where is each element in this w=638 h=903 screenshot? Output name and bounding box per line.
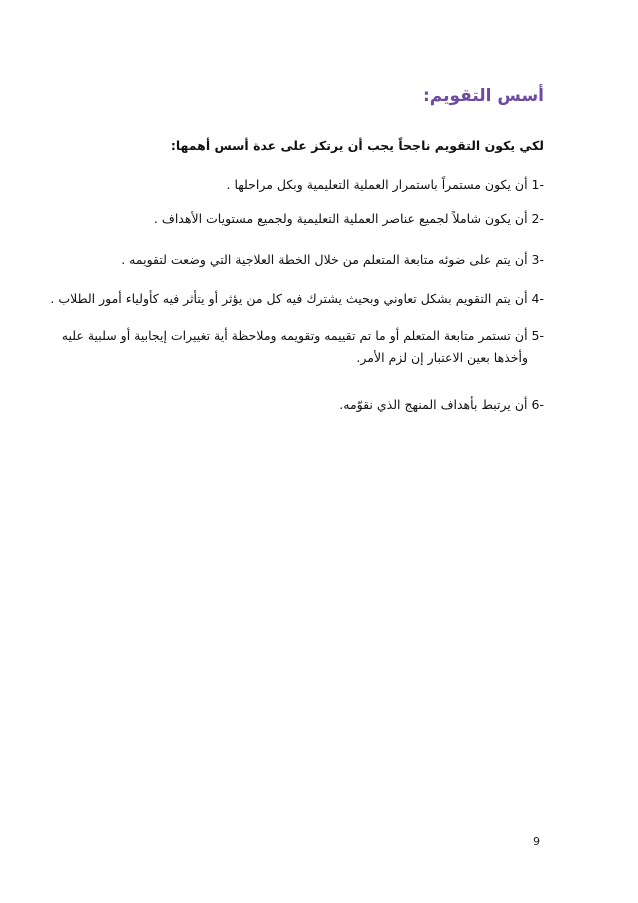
list-item [339,397,544,412]
list-item-text: أن يرتبط بأهداف المنهج الذي نقوّمه. [339,397,528,412]
list-item [154,211,544,226]
list-item-number: 3- [531,252,544,267]
list-item-text: أن يتم على ضوئه متابعة المتعلم من خلال الخطة العلاجية التي وضعت لتقويمه . [121,252,528,267]
list-item [227,177,545,192]
list-item-text: أن تستمر متابعة المتعلم أو ما تم تقييمه وتقويمه وملاحظة أية تغييرات إيجابية أو سلبية عليه [61,328,528,343]
list-item-continuation [356,350,528,365]
list-item-number: 2- [531,211,544,226]
page-number: 9 [533,835,540,848]
list-item-text: أن يتم التقويم بشكل تعاوني وبحيث يشترك فيه كل من يؤثر أو يتأثر فيه كأولياء أمور الطلاب . [50,291,528,306]
list-item [121,252,544,267]
list-item-text: أن يكون شاملاً لجميع عناصر العملية التعليمية ولجميع مستويات الأهداف . [153,211,528,226]
list-item-number: 1- [531,177,544,192]
list-item [62,328,544,343]
list-item-number: 6- [531,397,544,412]
section-heading: أسس التقويم: [422,86,544,106]
list-item [50,291,544,306]
list-item-continuation-text: وأخذها بعين الاعتبار إن لزم الأمر. [356,350,528,365]
list-item-number: 4- [531,291,544,306]
list-item-number: 5- [531,328,544,343]
list-item-text: أن يكون مستمراً باستمرار العملية التعليمية وبكل مراحلها . [226,177,528,192]
intro-paragraph: لكي يكون التقويم ناجحاً يجب أن يرتكز على عدة أسس أهمها: [170,138,544,153]
